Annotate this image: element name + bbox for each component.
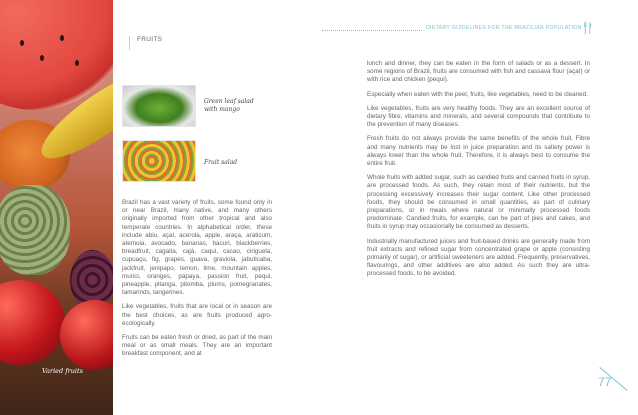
- body-paragraph: Industrially manufactured juices and fruit-based drinks are generally made from fruit extracts and refined sugar from concentrated grape or apple (consisting primarily of sugar), or artificial sweeteners are added. Frequently, preservatives, flavourings, and other additives are also added. As such they are ultra-processed foods, to be avoided.: [367, 237, 590, 278]
- body-paragraph: Fruits can be eaten fresh or dried, as part of the main meal or as small meals. They are an important breakfast component, and at: [122, 334, 272, 358]
- right-text-column: [367, 60, 590, 285]
- varied-fruits-photo: [0, 0, 113, 415]
- body-paragraph: lunch and dinner, they can be eaten in the form of salads or as a dessert. In some regions of Brazil, fruits are consumed with fish and cassava flour (açaí) or with rice and chicken (pequi).: [367, 60, 590, 84]
- body-paragraph: Brazil has a vast variety of fruits, some found only in or near Brazil, many native, and many others originally imported from other tropical and also temperate countries. In alphabetical order, these include abiu, açaí, acerola, apple, araça, araticum, atemoia, avocado, bananas, bacuri, blackberries, breadfruit, cagaita, cajá, caqui, cacao, ciriguela, cupuaçu, fig, grapes, guava, graviola, jabuticaba, jackfruit, jenipapo, lemon, lime, mountain apples, murici, oranges, papaya, passion fruit, pequi, pineapple, pitanga, pitomba, plums, pomegranates, tamarinds, tangerines.: [122, 199, 272, 297]
- section-title: FRUITS: [137, 36, 163, 43]
- soursop-graphic: [0, 185, 70, 275]
- running-header-title: DIETARY GUIDELINES FOR THE BRAZILIAN POPULATION: [426, 25, 582, 31]
- thumbnail-caption: Fruit salad: [204, 159, 238, 166]
- body-paragraph: Whole fruits with added sugar, such as candied fruits and canned fruits in syrup, are processed foods. As such, they retain most of their nutrients, but the processing excessively increases their sugar content. Like other processed foods, they should be consumed in small quantities, as part of culinary preparations, or in meals where natural or minimally processed foods predominate. Candied fruits, for example, can be part of pies and cakes, and fruits in syrup may occasionally be consumed as desserts.: [367, 174, 590, 231]
- watermelon-seed: [75, 60, 79, 66]
- body-paragraph: Like vegetables, fruits are very healthy foods. They are an excellent source of dietary fibre, vitamins and minerals, and several compounds that contribute to the prevention of many diseases.: [367, 104, 590, 129]
- watermelon-seed: [40, 55, 44, 61]
- apple-graphic: [60, 300, 113, 370]
- page-number: 77: [598, 375, 612, 389]
- watermelon-seed: [20, 40, 24, 46]
- thumbnail-caption: Green leaf salad with mango: [204, 98, 254, 113]
- green-leaf-salad-photo: [122, 85, 196, 127]
- photo-caption: Varied fruits: [42, 367, 83, 375]
- header-dotted-rule: [322, 30, 422, 31]
- body-paragraph: Fresh fruits do not always provide the same benefits of the whole fruit. Fibre and many nutrients may be lost in juice preparation and its satiety power is always lower than the whole fruit. Therefore, it is always best to consume the entire fruit.: [367, 135, 590, 168]
- section-divider: [129, 36, 130, 50]
- apple-graphic: [0, 280, 65, 365]
- body-paragraph: Especially when eaten with the peel, fruits, like vegetables, need to be cleaned.: [367, 90, 588, 98]
- fruit-salad-photo: [122, 140, 196, 182]
- body-paragraph: Like vegetables, fruits that are local or in season are the best choices, as are fruits produced agro-ecologically.: [122, 303, 272, 327]
- left-text-column: [122, 199, 272, 365]
- watermelon-seed: [60, 35, 64, 41]
- fork-knife-icon: [583, 22, 593, 34]
